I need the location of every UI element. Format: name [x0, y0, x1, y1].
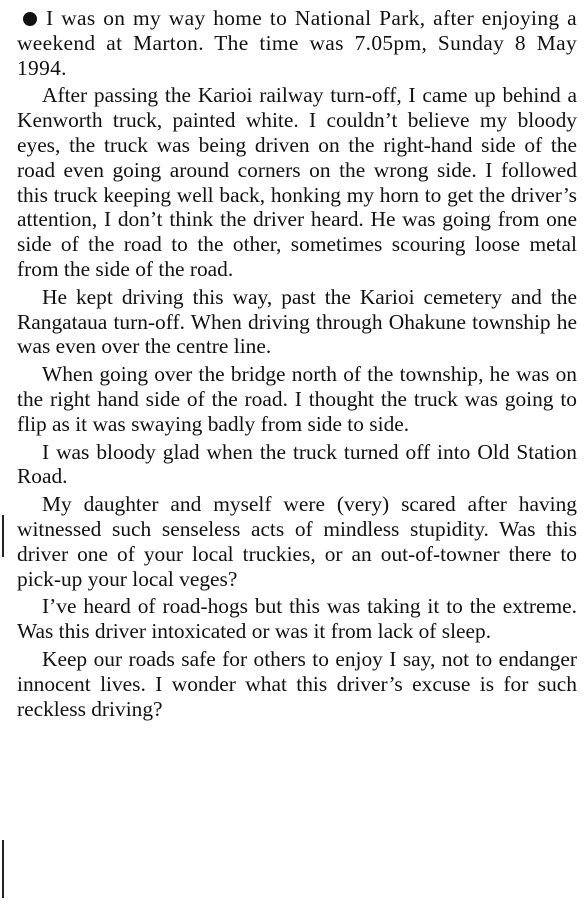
letter-paragraph-1-text: I was on my way home to National Park, after enjoying a weekend at Marton. The time was 7.05pm, Sunday 8 May 1994. — [17, 6, 577, 80]
letter-paragraph-3: He kept driving this way, past the Karioi cemetery and the Rangataua turn-off. When driving through Ohakune township he was even over the centre line. — [17, 284, 577, 359]
letter-paragraph-8: Keep our roads safe for others to enjoy I say, not to endanger innocent lives. I wonder what this driver’s excuse is for such reckless driving? — [17, 646, 577, 721]
letter-paragraph-6: My daughter and myself were (very) scared after having witnessed such senseless acts of mindless stupidity. Was this driver one of your local truckies, or an out-of-towner there to pick-up your local veges? — [17, 492, 577, 591]
letter-paragraph-4: When going over the bridge north of the township, he was on the right hand side of the road. I thought the truck was going to flip as it was swaying badly from side to side. — [17, 362, 577, 436]
column-rule-mark-lower — [2, 840, 4, 898]
letter-paragraph-2: After passing the Karioi railway turn-off, I came up behind a Kenworth truck, painted white. I couldn’t believe my bloody eyes, the truck was being driven on the right-hand side of the road even going around corners on the wrong side. I followed this truck keeping well back, honking my horn to get the driver’s attention, I don’t think the driver heard. He was going from one side of the road to the other, sometimes scouring loose metal from the side of the road. — [17, 83, 577, 281]
bullet-icon — [23, 12, 37, 26]
letter-paragraph-7: I’ve heard of road-hogs but this was taking it to the extreme. Was this driver intoxicated or was it from lack of sleep. — [17, 594, 577, 644]
letter-paragraph-5: I was bloody glad when the truck turned off into Old Station Road. — [17, 439, 577, 489]
column-rule-mark-upper — [2, 515, 4, 557]
letter-paragraph-1 — [17, 6, 577, 80]
